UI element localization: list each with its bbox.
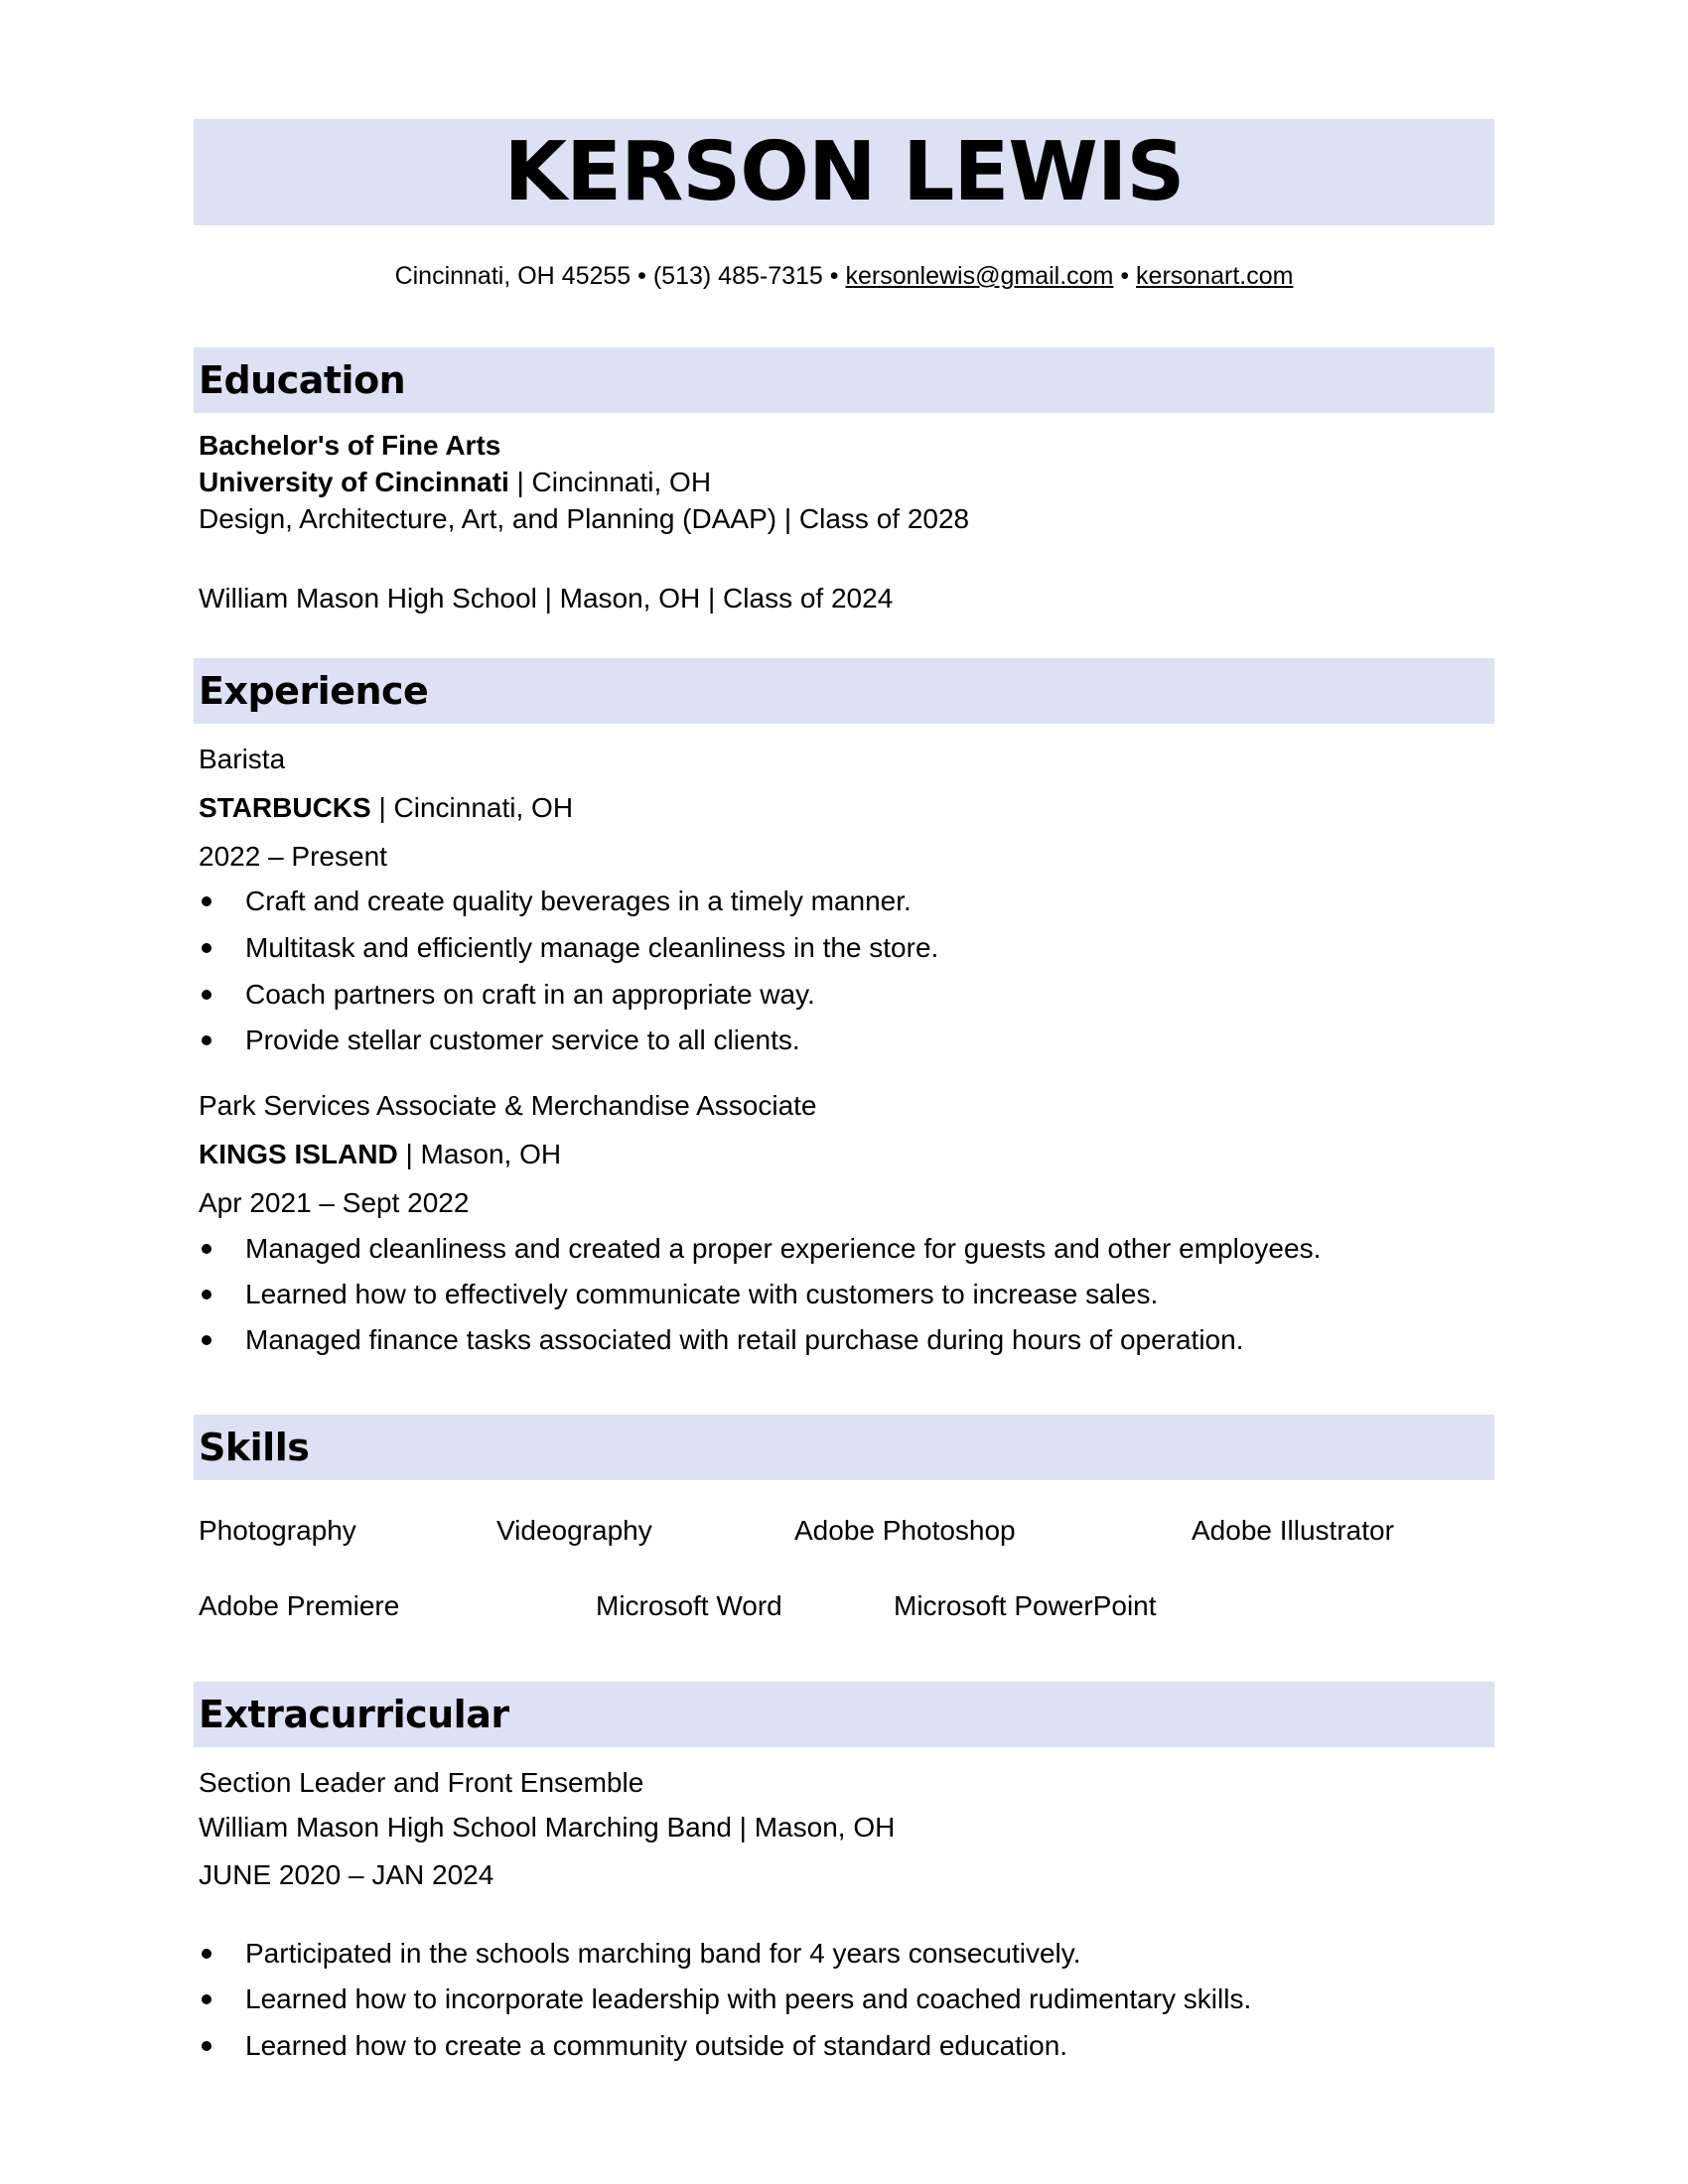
candidate-name: KERSON LEWIS — [503, 125, 1185, 219]
activity-role: Section Leader and Front Ensemble — [199, 1767, 644, 1798]
activity-dates: JUNE 2020 – JAN 2024 — [199, 1859, 494, 1890]
bullet-icon — [202, 1035, 211, 1045]
email-link[interactable]: kersonlewis@gmail.com — [845, 262, 1114, 290]
website-link[interactable]: kersonart.com — [1136, 262, 1294, 290]
high-school: William Mason High School | Mason, OH | Class of 2024 — [199, 583, 894, 614]
skill-item: Photography — [199, 1515, 356, 1546]
education-section-header — [194, 347, 1494, 413]
bullet-icon — [202, 1290, 211, 1299]
skill-item: Microsoft Word — [596, 1590, 782, 1621]
job-title: Barista — [199, 744, 286, 774]
bullet-icon — [202, 1994, 211, 2004]
list-item: Managed finance tasks associated with retail purchase during hours of operation. — [199, 1320, 1243, 1360]
bullet-icon — [202, 1244, 211, 1254]
skill-item: Microsoft PowerPoint — [894, 1590, 1157, 1621]
list-item: Coach partners on craft in an appropriate way. — [199, 975, 815, 1015]
job-company-line — [199, 788, 573, 828]
contact-separator: • — [631, 262, 653, 290]
list-item: Multitask and efficiently manage cleanliness in the store. — [199, 928, 938, 968]
job-location: | Mason, OH — [397, 1139, 562, 1169]
university-location: | Cincinnati, OH — [508, 467, 712, 497]
bullet-icon — [202, 2041, 211, 2051]
degree: Bachelor's of Fine Arts — [199, 430, 501, 461]
list-item: Participated in the schools marching band for 4 years consecutively. — [199, 1934, 1080, 1974]
university-name: University of Cincinnati — [199, 467, 509, 497]
skills-section-header — [194, 1415, 1494, 1480]
contact-line — [194, 258, 1494, 294]
contact-separator: • — [822, 262, 846, 290]
section-title: Experience — [199, 669, 429, 713]
college-detail: Design, Architecture, Art, and Planning (DAAP) | Class of 2028 — [199, 503, 970, 534]
bullet-icon — [202, 896, 211, 906]
list-item: Learned how to create a community outside of standard education. — [199, 2026, 1067, 2066]
skill-item: Adobe Photoshop — [794, 1515, 1016, 1546]
job-dates: Apr 2021 – Sept 2022 — [199, 1187, 470, 1218]
experience-section-header — [194, 658, 1494, 724]
list-item: Managed cleanliness and created a proper experience for guests and other employees. — [199, 1229, 1321, 1269]
name-banner — [194, 119, 1494, 225]
job-location: | Cincinnati, OH — [370, 792, 574, 823]
job-dates: 2022 – Present — [199, 841, 387, 872]
bullet-icon — [202, 990, 211, 1000]
list-item: Provide stellar customer service to all clients. — [199, 1021, 800, 1060]
job-title: Park Services Associate & Merchandise Associate — [199, 1090, 817, 1121]
list-item: Learned how to effectively communicate with customers to increase sales. — [199, 1275, 1158, 1314]
section-title: Education — [199, 358, 406, 402]
list-item: Learned how to incorporate leadership with peers and coached rudimentary skills. — [199, 1979, 1251, 2019]
extracurricular-section-header — [194, 1682, 1494, 1747]
skill-item: Adobe Premiere — [199, 1590, 400, 1621]
bullet-icon — [202, 1949, 211, 1959]
contact-location: Cincinnati, OH 45255 — [394, 262, 632, 290]
job-company-line — [199, 1135, 561, 1174]
job-company: STARBUCKS — [199, 792, 371, 823]
university-line — [199, 463, 711, 502]
section-title: Skills — [199, 1426, 310, 1469]
list-item: Craft and create quality beverages in a timely manner. — [199, 882, 912, 921]
bullet-icon — [202, 1335, 211, 1345]
activity-organization: William Mason High School Marching Band | Mason, OH — [199, 1812, 896, 1843]
skill-item: Adobe Illustrator — [1192, 1515, 1394, 1546]
contact-phone: (513) 485-7315 — [652, 262, 823, 290]
skill-item: Videography — [496, 1515, 652, 1546]
bullet-icon — [202, 943, 211, 953]
contact-separator: • — [1113, 262, 1137, 290]
section-title: Extracurricular — [199, 1693, 509, 1736]
job-company: KINGS ISLAND — [199, 1139, 398, 1169]
